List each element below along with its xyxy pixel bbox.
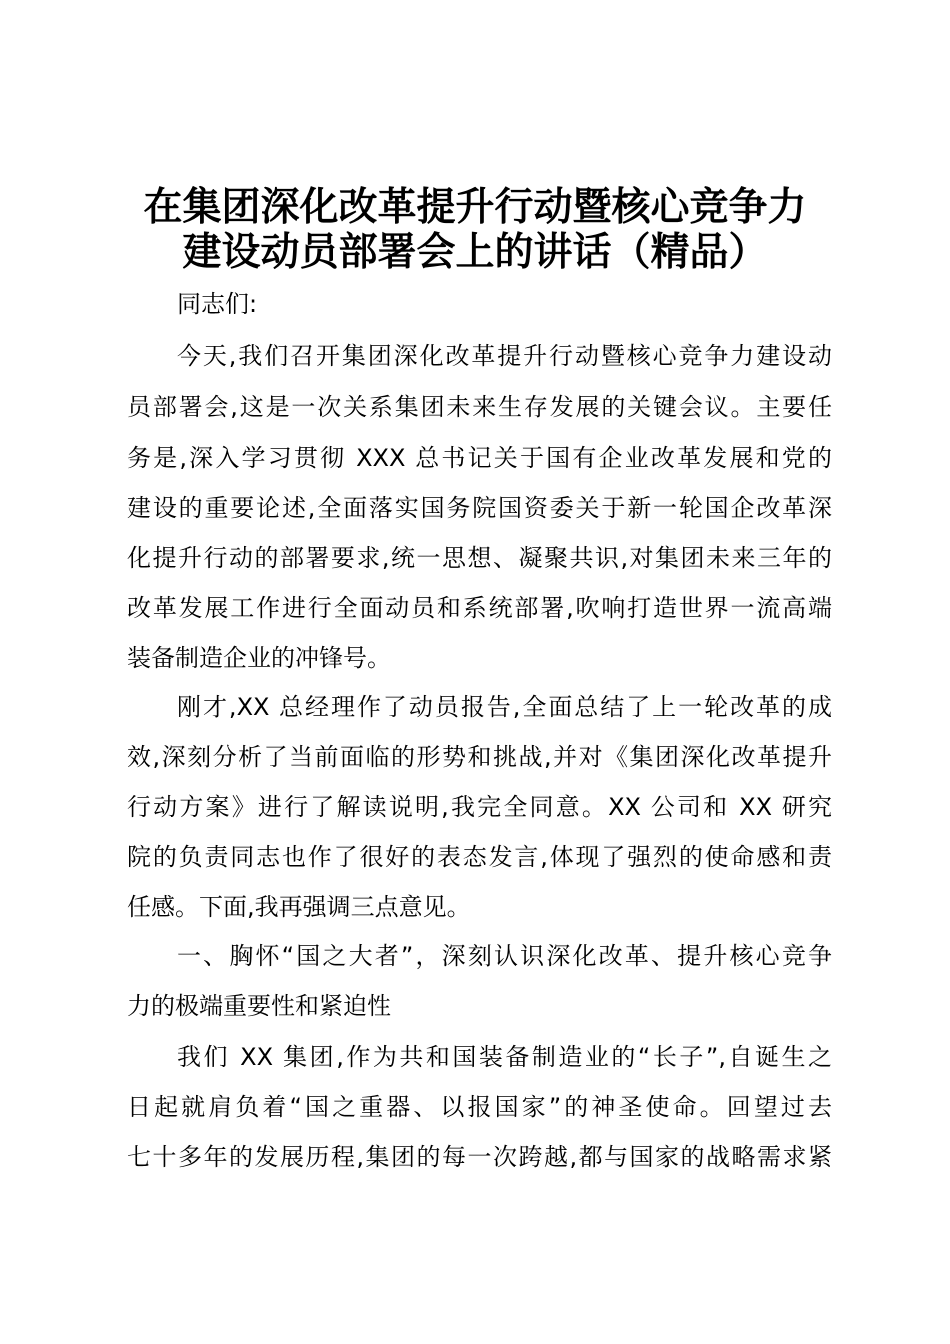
body-line: 日起就肩负着“国之重器、以报国家”的神圣使命。回望过去 [127,1093,832,1121]
body-line: 我们 XX 集团,作为共和国装备制造业的“长子”,自诞生之 [177,1043,832,1071]
body-line: 刚才,XX 总经理作了动员报告,全面总结了上一轮改革的成 [177,693,832,721]
body-line: 化提升行动的部署要求,统一思想、凝聚共识,对集团未来三年的 [127,544,832,572]
section-heading-line: 力的极端重要性和紧迫性 [127,992,391,1020]
body-line: 任感。下面,我再强调三点意见。 [127,893,471,921]
document-title-line-1: 在集团深化改革提升行动暨核心竞争力 [143,185,807,230]
body-line: 建设的重要论述,全面落实国务院国资委关于新一轮国企改革深 [127,494,832,522]
body-line: 员部署会,这是一次关系集团未来生存发展的关键会议。主要任 [127,393,832,421]
body-line: 七十多年的发展历程,集团的每一次跨越,都与国家的战略需求紧 [127,1143,832,1171]
body-line: 务是,深入学习贯彻 XXX 总书记关于国有企业改革发展和党的 [127,444,832,472]
document-title-line-2: 建设动员部署会上的讲话（精品） [182,230,768,275]
body-line: 装备制造企业的冲锋号。 [127,644,391,672]
body-line: 院的负责同志也作了很好的表态发言,体现了强烈的使命感和责 [127,843,832,871]
body-line: 效,深刻分析了当前面临的形势和挑战,并对《集团深化改革提升 [127,743,832,771]
body-line: 行动方案》进行了解读说明,我完全同意。XX 公司和 XX 研究 [127,793,832,821]
salutation: 同志们: [177,290,258,318]
section-heading-line: 一、胸怀“国之大者”，深刻认识深化改革、提升核心竞争 [177,942,832,970]
body-line: 改革发展工作进行全面动员和系统部署,吹响打造世界一流高端 [127,594,832,622]
body-line: 今天,我们召开集团深化改革提升行动暨核心竞争力建设动 [177,342,832,370]
